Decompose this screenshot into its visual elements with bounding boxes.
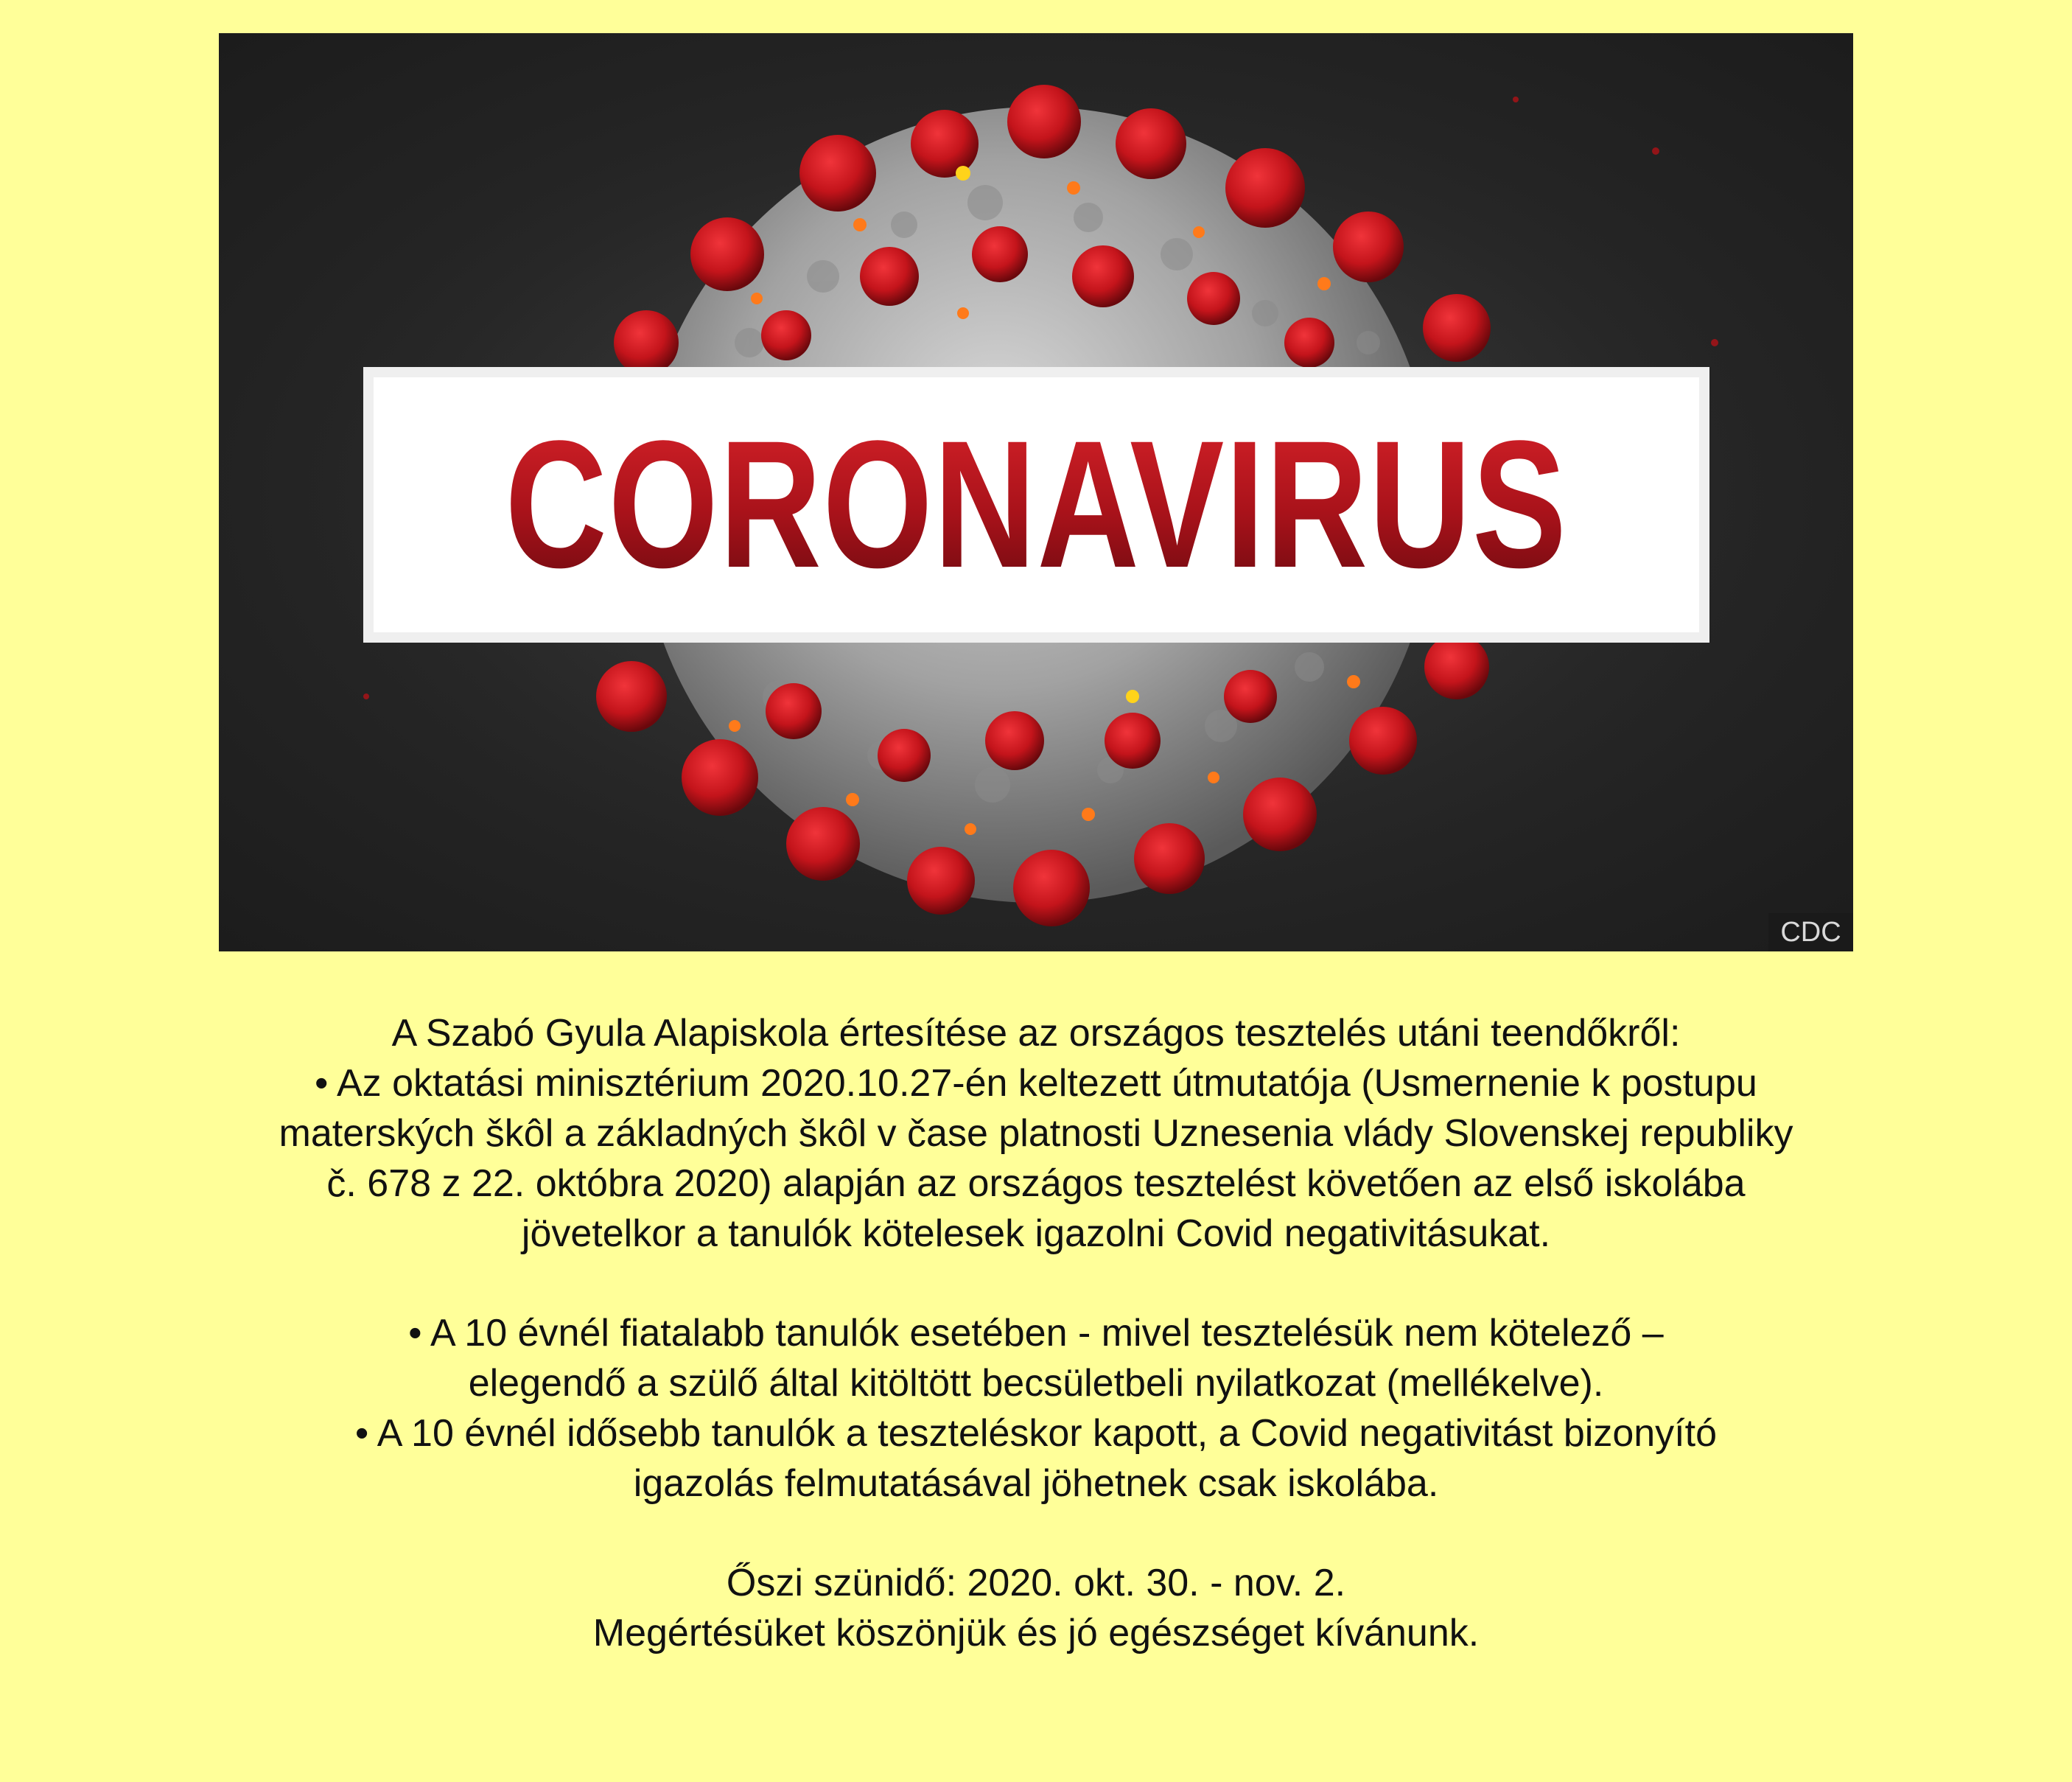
coronavirus-hero-image <box>219 33 1853 951</box>
notice-paragraph1-line: materských škôl a základných škôl v čase platnosti Uznesenia vlády Slovenskej republiky <box>279 1112 1793 1155</box>
notice-paragraph1-line: č. 678 z 22. októbra 2020) alapján az országos tesztelést követően az első iskolába <box>326 1162 1746 1205</box>
coronavirus-banner <box>363 367 1709 643</box>
notice-paragraph2-line: elegendő a szülő által kitöltött becsületbeli nyilatkozat (mellékelve). <box>468 1362 1604 1405</box>
image-credit: CDC <box>1768 913 1853 951</box>
notice-paragraph2-line: • A 10 évnél fiatalabb tanulók esetében - mivel tesztelésük nem kötelező – <box>408 1312 1664 1355</box>
paragraph-spacer <box>44 1259 2028 1308</box>
paragraph-spacer <box>44 1509 2028 1558</box>
banner-title: CORONAVIRUS <box>505 403 1568 606</box>
holiday-dates: Őszi szünidő: 2020. okt. 30. - nov. 2. <box>726 1562 1346 1604</box>
notice-heading: A Szabó Gyula Alapiskola értesítése az országos tesztelés utáni teendőkről: <box>391 1012 1681 1055</box>
closing-line: Megértésüket köszönjük és jó egészséget kívánunk. <box>592 1612 1480 1655</box>
school-notice <box>44 1008 2028 1658</box>
notice-paragraph2-line: • A 10 évnél idősebb tanulók a teszteléskor kapott, a Covid negativitást bizonyító <box>354 1412 1717 1455</box>
notice-paragraph2-line: igazolás felmutatásával jöhetnek csak iskolába. <box>633 1462 1439 1505</box>
notice-paragraph1-line: jövetelkor a tanulók kötelesek igazolni Covid negativitásukat. <box>521 1212 1551 1255</box>
notice-paragraph1-line: • Az oktatási minisztérium 2020.10.27-én keltezett útmutatója (Usmernenie k postupu <box>315 1062 1757 1105</box>
